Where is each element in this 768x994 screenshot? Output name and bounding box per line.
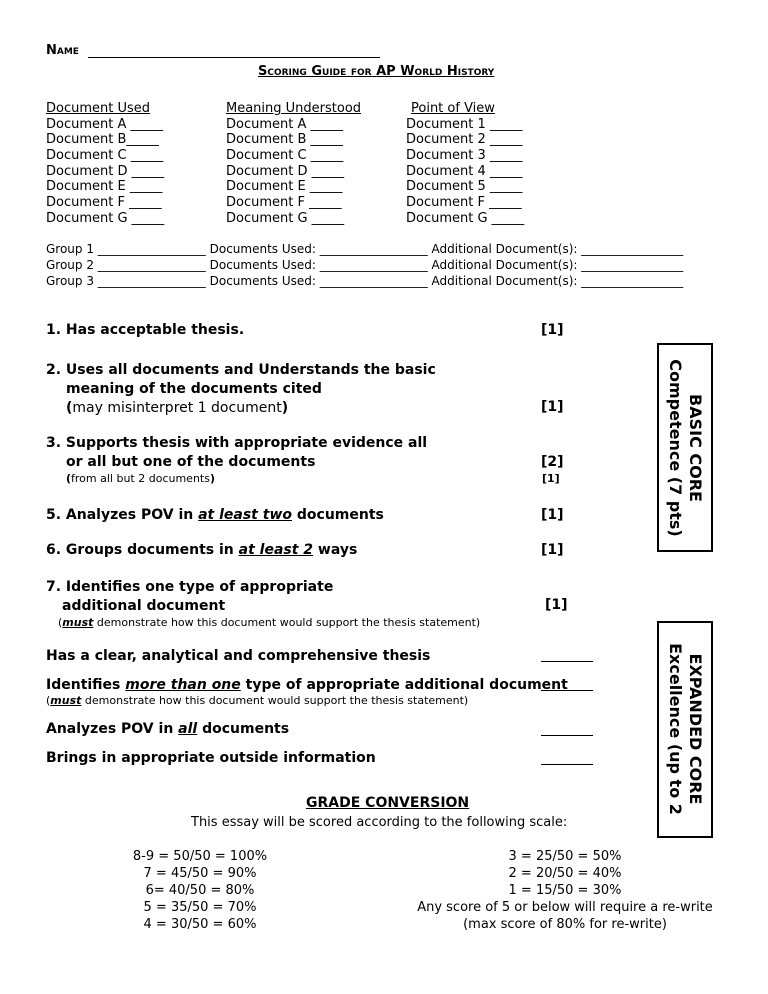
column-item: Document F _____ [406, 195, 522, 211]
grade-row: 3 = 25/50 = 50% [508, 849, 622, 864]
column-item: Document F _____ [46, 195, 162, 211]
criterion-3-sub-points: [1] [542, 472, 560, 485]
group-row: Group 2 __________________ Documents Used: __________________ Additional Document(s): _________________ [46, 258, 684, 272]
grade-note: Any score of 5 or below will require a re-write [417, 900, 713, 915]
column-item: Document E _____ [226, 179, 343, 195]
criterion-6-points: [1] [541, 542, 564, 558]
grade-scale-left [100, 848, 300, 933]
column-item: Document B _____ [226, 132, 344, 148]
column-heading: Point of View [411, 101, 495, 116]
expanded-1-score-blank[interactable] [541, 661, 593, 662]
column-item: Document C _____ [46, 148, 164, 164]
expanded-criterion-2-note: (must demonstrate how this document would support the thesis statement) [46, 694, 469, 707]
criterion-1-points: [1] [541, 322, 564, 338]
column-item: Document 4 _____ [406, 163, 523, 179]
column-item: Document B_____ [46, 132, 159, 148]
group-row: Group 1 __________________ Documents Used: __________________ Additional Document(s): _________________ [46, 242, 684, 256]
expanded-criterion-2: Identifies more than one type of appropriate additional document [46, 677, 568, 693]
group-row: Group 3 __________________ Documents Used: __________________ Additional Document(s): _________________ [46, 274, 684, 288]
grade-row: 4 = 30/50 = 60% [143, 917, 257, 932]
criterion-1: 1. Has acceptable thesis. [46, 322, 245, 338]
expanded-core-box [657, 621, 713, 838]
criterion-7-points: [1] [545, 597, 568, 613]
meaning-understood-column [226, 101, 361, 227]
column-item: Document D _____ [226, 163, 345, 179]
grade-scale-right [406, 848, 724, 933]
name-label: Name [46, 43, 79, 58]
column-item: Document A _____ [226, 116, 344, 132]
grade-conversion-intro: This essay will be scored according to the following scale: [191, 815, 568, 830]
column-item: Document 1 _____ [406, 116, 523, 132]
criterion-6: 6. Groups documents in at least 2 ways [46, 542, 358, 558]
grade-row: 6= 40/50 = 80% [145, 883, 255, 898]
column-item: Document G _____ [406, 210, 525, 226]
criterion-7-note: (must demonstrate how this document would support the thesis statement) [58, 616, 481, 629]
column-item: Document A _____ [46, 116, 164, 132]
grade-row: 1 = 15/50 = 30% [508, 883, 622, 898]
criterion-2: 2. Uses all documents and Understands the basic meaning of the documents cited (may misinterpret 1 document) [46, 362, 436, 416]
groups-section [46, 241, 683, 289]
column-heading: Document Used [46, 101, 151, 116]
column-item: Document F _____ [226, 195, 342, 211]
name-field-line[interactable] [88, 57, 380, 58]
column-item: Document G _____ [46, 210, 165, 226]
expanded-criterion-1: Has a clear, analytical and comprehensive thesis [46, 648, 431, 664]
page-title: Scoring Guide for AP World History [258, 64, 495, 79]
grade-row: 2 = 20/50 = 40% [508, 866, 622, 881]
column-item: Document C _____ [226, 148, 344, 164]
criterion-3: 3. Supports thesis with appropriate evidence all or all but one of the documents [46, 435, 428, 470]
expanded-3-score-blank[interactable] [541, 735, 593, 736]
column-item: Document 2 _____ [406, 132, 523, 148]
expanded-core-label: EXPANDED CORE Excellence (up to 2 [666, 643, 705, 815]
column-item: Document 5 _____ [406, 179, 523, 195]
grade-conversion-title: GRADE CONVERSION [306, 795, 470, 811]
expanded-4-score-blank[interactable] [541, 764, 593, 765]
column-item: Document D _____ [46, 163, 165, 179]
column-item: Document G _____ [226, 210, 345, 226]
expanded-criterion-3: Analyzes POV in all documents [46, 721, 290, 737]
criterion-3-points: [2] [541, 454, 564, 470]
point-of-view-column [406, 101, 524, 227]
grade-row: 5 = 35/50 = 70% [143, 900, 257, 915]
grade-row: 7 = 45/50 = 90% [143, 866, 257, 881]
criterion-5: 5. Analyzes POV in at least two documents [46, 507, 384, 523]
criterion-2-points: [1] [541, 399, 564, 415]
criterion-3-sub: (from all but 2 documents) [66, 472, 215, 485]
grade-note: (max score of 80% for re-write) [463, 917, 667, 932]
basic-core-label: BASIC CORE Competence (7 pts) [666, 359, 705, 537]
criterion-5-points: [1] [541, 507, 564, 523]
expanded-2-score-blank[interactable] [541, 690, 593, 691]
criterion-7: 7. Identifies one type of appropriate additional document [46, 579, 334, 614]
grade-row: 8-9 = 50/50 = 100% [132, 849, 268, 864]
column-heading: Meaning Understood [226, 101, 362, 116]
document-used-column [46, 101, 164, 227]
basic-core-box [657, 343, 713, 552]
expanded-criterion-4: Brings in appropriate outside information [46, 750, 376, 766]
column-item: Document E _____ [46, 179, 163, 195]
column-item: Document 3 _____ [406, 148, 523, 164]
